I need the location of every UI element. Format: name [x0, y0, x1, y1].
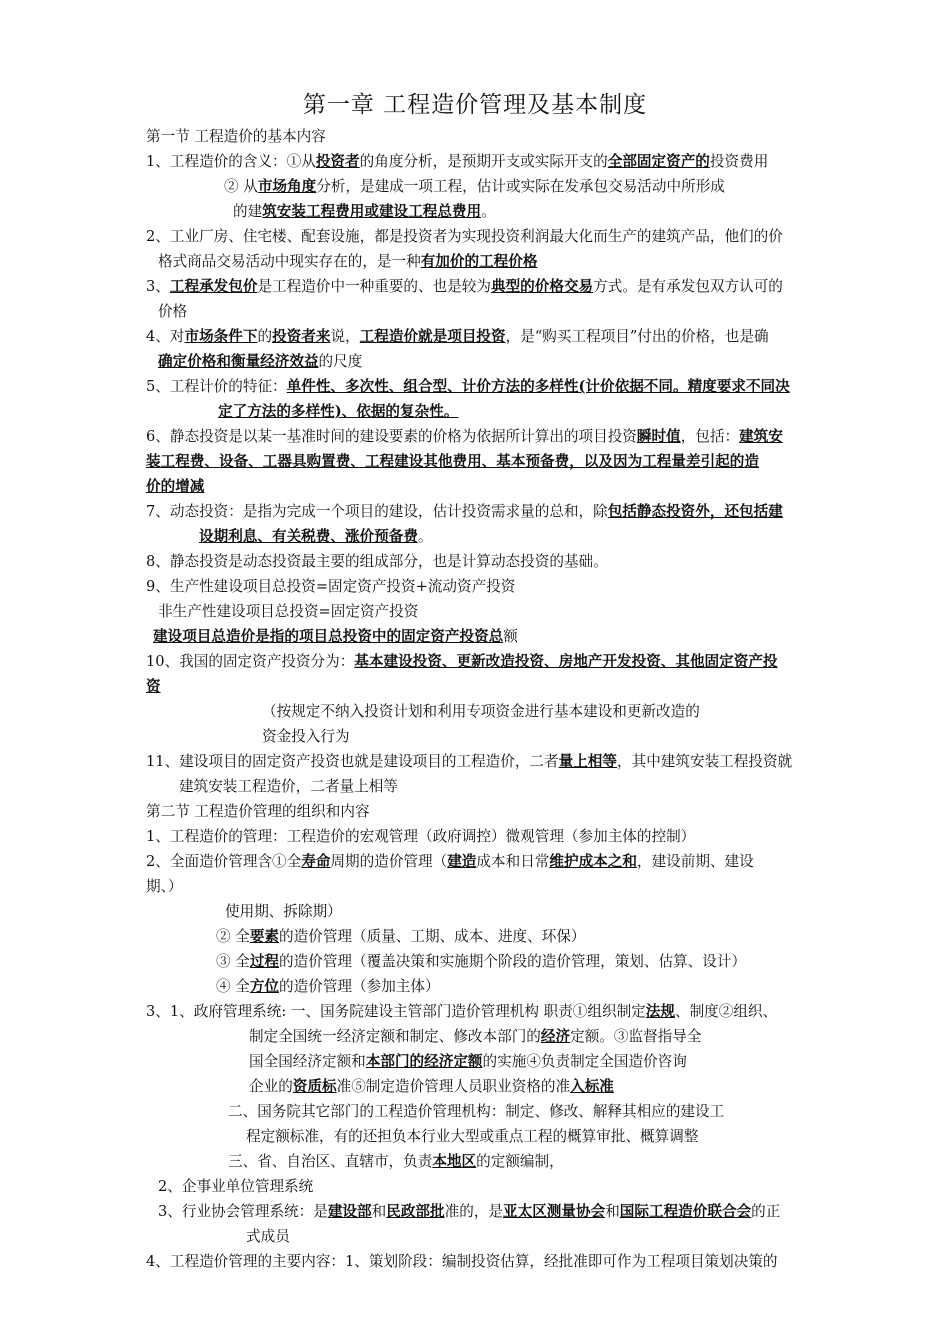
text-line — [146, 577, 515, 597]
text-segment: 制定全国统一经济定额和制定、修改本部门的 — [249, 1028, 541, 1045]
text-segment: 第二节 工程造价管理的组织和内容 — [146, 803, 370, 820]
text-line — [262, 702, 700, 722]
text-line — [146, 1002, 777, 1022]
text-line — [216, 927, 586, 947]
text-segment: 11、建设项目的固定资产投资也就是建设项目的工程造价，二者 — [146, 753, 559, 770]
emphasized-text: 装工程费、设备、工器具购置费、工程建设其他费用、基本预备费，以及因为工程量差引起的造 — [146, 453, 759, 470]
emphasized-text: 有加价的工程价格 — [420, 253, 538, 270]
text-segment: 分析，是建成一项工程，估计或实际在发承包交易活动中所形成 — [316, 178, 725, 195]
text-segment: 格式商品交易活动中现实存在的，是一种 — [158, 253, 421, 270]
text-line — [199, 527, 433, 547]
text-line — [153, 627, 518, 647]
text-line — [146, 652, 778, 672]
text-segment: 2、企事业单位管理系统 — [158, 1178, 314, 1195]
text-line — [158, 602, 418, 622]
emphasized-text: 确定价格和衡量经济效益 — [158, 353, 319, 370]
text-line — [158, 1177, 313, 1197]
text-line — [158, 252, 537, 272]
emphasized-text: 建筑安 — [739, 428, 783, 445]
text-line — [146, 802, 370, 822]
text-segment: 2、工业厂房、住宅楼、配套设施，都是投资者为实现投资利润最大化而生产的建筑产品，他们的价 — [146, 228, 783, 245]
text-segment: 的建 — [233, 203, 263, 220]
text-line — [146, 552, 608, 572]
text-line — [158, 302, 187, 322]
text-segment: 4、对 — [146, 328, 185, 345]
text-segment: 和 — [605, 1203, 620, 1220]
text-segment: 价格 — [158, 303, 188, 320]
text-segment: 的实施④负责制定全国造价咨询 — [482, 1053, 687, 1070]
emphasized-text: 价的增减 — [146, 478, 205, 495]
text-line — [233, 202, 496, 222]
emphasized-text: 资质标 — [292, 1078, 337, 1095]
emphasized-text: 国际工程造价联合会 — [619, 1203, 752, 1220]
emphasized-text: 建造 — [447, 853, 477, 870]
chapter-title: 第一章 工程造价管理及基本制度 — [302, 92, 648, 118]
text-segment: 建筑安装工程造价，二者量上相等 — [179, 778, 398, 795]
emphasized-text: 要素 — [249, 928, 280, 945]
emphasized-text: 筑安装工程费用或建设工程总费用 — [262, 203, 482, 220]
text-segment: ④ 全 — [216, 978, 250, 995]
emphasized-text: 建设部 — [327, 1203, 372, 1220]
text-line — [146, 227, 783, 247]
emphasized-text: 瞬时值 — [636, 428, 681, 445]
text-segment: 使用期、拆除期） — [225, 903, 342, 920]
text-segment: 。 — [481, 203, 496, 220]
text-segment: 程定额标准，有的还担负本行业大型或重点工程的概算审批、概算调整 — [246, 1128, 699, 1145]
text-segment: 成本和日常 — [476, 853, 550, 870]
text-segment: 1、工程造价的管理：工程造价的宏观管理（政府调控）微观管理（参加主体的控制） — [146, 828, 696, 845]
text-segment: 4、工程造价管理的主要内容：1、策划阶段：编制投资估算，经批准即可作为工程项目策划决策的 — [146, 1253, 778, 1270]
text-segment: 周期的造价管理（ — [330, 853, 448, 870]
emphasized-text: 投资者 — [315, 153, 360, 170]
emphasized-text: 定了方法的多样性)、依据的复杂性。 — [218, 403, 459, 420]
text-line — [146, 452, 759, 472]
text-segment: 三、省、自治区、直辖市，负责 — [228, 1153, 433, 1170]
text-segment: 、制度②组织、 — [674, 1003, 778, 1020]
emphasized-text: 经济 — [540, 1028, 571, 1045]
text-line — [179, 777, 398, 797]
emphasized-text: 法规 — [645, 1003, 675, 1020]
emphasized-text: 方位 — [249, 978, 280, 995]
emphasized-text: 建设项目总造价是指的项目总投资中的固定资产投资总 — [153, 628, 504, 645]
text-segment: 方式。是有承发包双方认可的 — [593, 278, 783, 295]
emphasized-text: 投资者来 — [272, 328, 331, 345]
text-segment: 二、国务院其它部门的工程造价管理机构：制定、修改、解释其相应的建设工 — [228, 1103, 725, 1120]
emphasized-text: 资 — [146, 678, 161, 695]
text-segment: ，其中建筑安装工程投资就 — [617, 753, 793, 770]
text-segment: 3、1、政府管理系统: 一、国务院建设主管部门造价管理机构 职责①组织制定 — [146, 1003, 646, 1020]
text-segment: 的 — [257, 328, 273, 345]
text-segment: 6、静态投资是以某一基准时间的建设要素的价格为依据所计算出的项目投资 — [146, 428, 637, 445]
text-line — [262, 727, 350, 747]
emphasized-text: 亚太区测量协会 — [503, 1203, 606, 1220]
text-segment: 9、生产性建设项目总投资=固定资产投资+流动资产投资 — [146, 578, 516, 595]
text-segment: 的角度分析，是预期开支或实际开支的 — [359, 153, 608, 170]
text-segment: 3、行业协会管理系统：是 — [158, 1203, 328, 1220]
text-line — [146, 127, 326, 147]
text-segment: 资金投入行为 — [262, 728, 350, 745]
text-segment: 说， — [330, 328, 360, 345]
text-segment: ③ 全 — [216, 953, 250, 970]
emphasized-text: 工程承发包价 — [169, 278, 258, 295]
text-line — [146, 327, 769, 347]
text-line — [218, 402, 458, 422]
text-line — [249, 1027, 701, 1047]
text-line — [146, 377, 790, 397]
emphasized-text: 典型的价格交易 — [490, 278, 594, 295]
emphasized-text: 全部固定资产的 — [607, 153, 710, 170]
text-line — [158, 1202, 780, 1222]
text-segment: 定额。③监督指导全 — [570, 1028, 702, 1045]
text-line — [146, 1252, 778, 1272]
text-line — [228, 1102, 724, 1122]
text-segment: 的定额编制， — [476, 1153, 564, 1170]
text-line — [228, 1152, 564, 1172]
text-segment: 2、全面造价管理含①全 — [146, 853, 302, 870]
emphasized-text: 单件性、多次性、组合型、计价方法的多样性(计价依据不同。精度要求不同决 — [286, 378, 790, 395]
text-line — [216, 952, 746, 972]
text-line — [146, 152, 768, 172]
text-line — [146, 677, 161, 697]
emphasized-text: 民政部批 — [386, 1203, 445, 1220]
text-segment: ，是“购买工程项目”付出的价格，也是确 — [505, 328, 769, 345]
text-segment: 企业的 — [249, 1078, 293, 1095]
text-segment: 7、动态投资：是指为完成一个项目的建设，估计投资需求量的总和，除 — [146, 503, 608, 520]
emphasized-text: 维护成本之和 — [549, 853, 637, 870]
text-line — [249, 1077, 614, 1097]
emphasized-text: 市场角度 — [257, 178, 317, 195]
text-line — [146, 277, 783, 297]
text-segment: 国全国经济定额和 — [249, 1053, 366, 1070]
emphasized-text: 包括静态投资外，还包括建 — [607, 503, 783, 520]
emphasized-text: 市场条件下 — [184, 328, 258, 345]
text-segment: 的造价管理（参加主体） — [279, 978, 440, 995]
text-segment: 是工程造价中一种重要的、也是较为 — [257, 278, 491, 295]
text-segment: 期、） — [146, 878, 183, 895]
emphasized-text: 本地区 — [432, 1153, 477, 1170]
text-segment: 的尺度 — [318, 353, 363, 370]
text-segment: 3、 — [146, 278, 170, 295]
emphasized-text: 工程造价就是项目投资 — [359, 328, 506, 345]
emphasized-text: 设期利息、有关税费、涨价预备费 — [199, 528, 418, 545]
text-segment: 的正 — [751, 1203, 781, 1220]
text-line — [146, 752, 792, 772]
text-line — [246, 1227, 290, 1247]
emphasized-text: 过程 — [249, 953, 280, 970]
text-line — [146, 427, 783, 447]
text-segment: 5、工程计价的特征： — [146, 378, 287, 395]
text-line — [224, 177, 725, 197]
text-segment: ② 从 — [224, 178, 258, 195]
emphasized-text: 量上相等 — [558, 753, 617, 770]
text-line — [146, 852, 754, 872]
text-line — [249, 1052, 687, 1072]
text-segment: 额 — [503, 628, 518, 645]
text-segment: 8、静态投资是动态投资最主要的组成部分，也是计算动态投资的基础。 — [146, 553, 608, 570]
text-line — [158, 352, 362, 372]
text-segment: ，包括： — [680, 428, 740, 445]
emphasized-text: 寿命 — [301, 853, 331, 870]
text-segment: 第一节 工程造价的基本内容 — [146, 128, 326, 145]
text-line — [246, 1127, 698, 1147]
text-segment: 10、我国的固定资产投资分为： — [146, 653, 355, 670]
text-segment: 。 — [417, 528, 433, 545]
text-segment: ② 全 — [216, 928, 250, 945]
text-segment: ，建设前期、建设 — [636, 853, 754, 870]
text-line — [146, 502, 783, 522]
emphasized-text: 本部门的经济定额 — [365, 1053, 483, 1070]
text-line — [146, 877, 182, 897]
text-line — [216, 977, 440, 997]
text-segment: 式成员 — [246, 1228, 290, 1245]
emphasized-text: 基本建设投资、更新改造投资、房地产开发投资、其他固定资产投 — [354, 653, 778, 670]
text-segment: 的造价管理（覆盖决策和实施期个阶段的造价管理，策划、估算、设计） — [279, 953, 747, 970]
text-segment: 准⑤制定造价管理人员职业资格的准 — [336, 1078, 571, 1095]
text-segment: （按规定不纳入投资计划和利用专项资金进行基本建设和更新改造的 — [262, 703, 700, 720]
text-segment: 准的，是 — [444, 1203, 504, 1220]
text-line — [146, 477, 204, 497]
text-line — [225, 902, 342, 922]
text-segment: 非生产性建设项目总投资=固定资产投资 — [158, 603, 419, 620]
text-segment: 和 — [371, 1203, 387, 1220]
emphasized-text: 入标准 — [570, 1078, 614, 1095]
text-segment: 投资费用 — [709, 153, 769, 170]
text-line — [146, 827, 695, 847]
text-segment: 1、工程造价的含义：①从 — [146, 153, 316, 170]
text-segment: 的造价管理（质量、工期、成本、进度、环保） — [279, 928, 586, 945]
